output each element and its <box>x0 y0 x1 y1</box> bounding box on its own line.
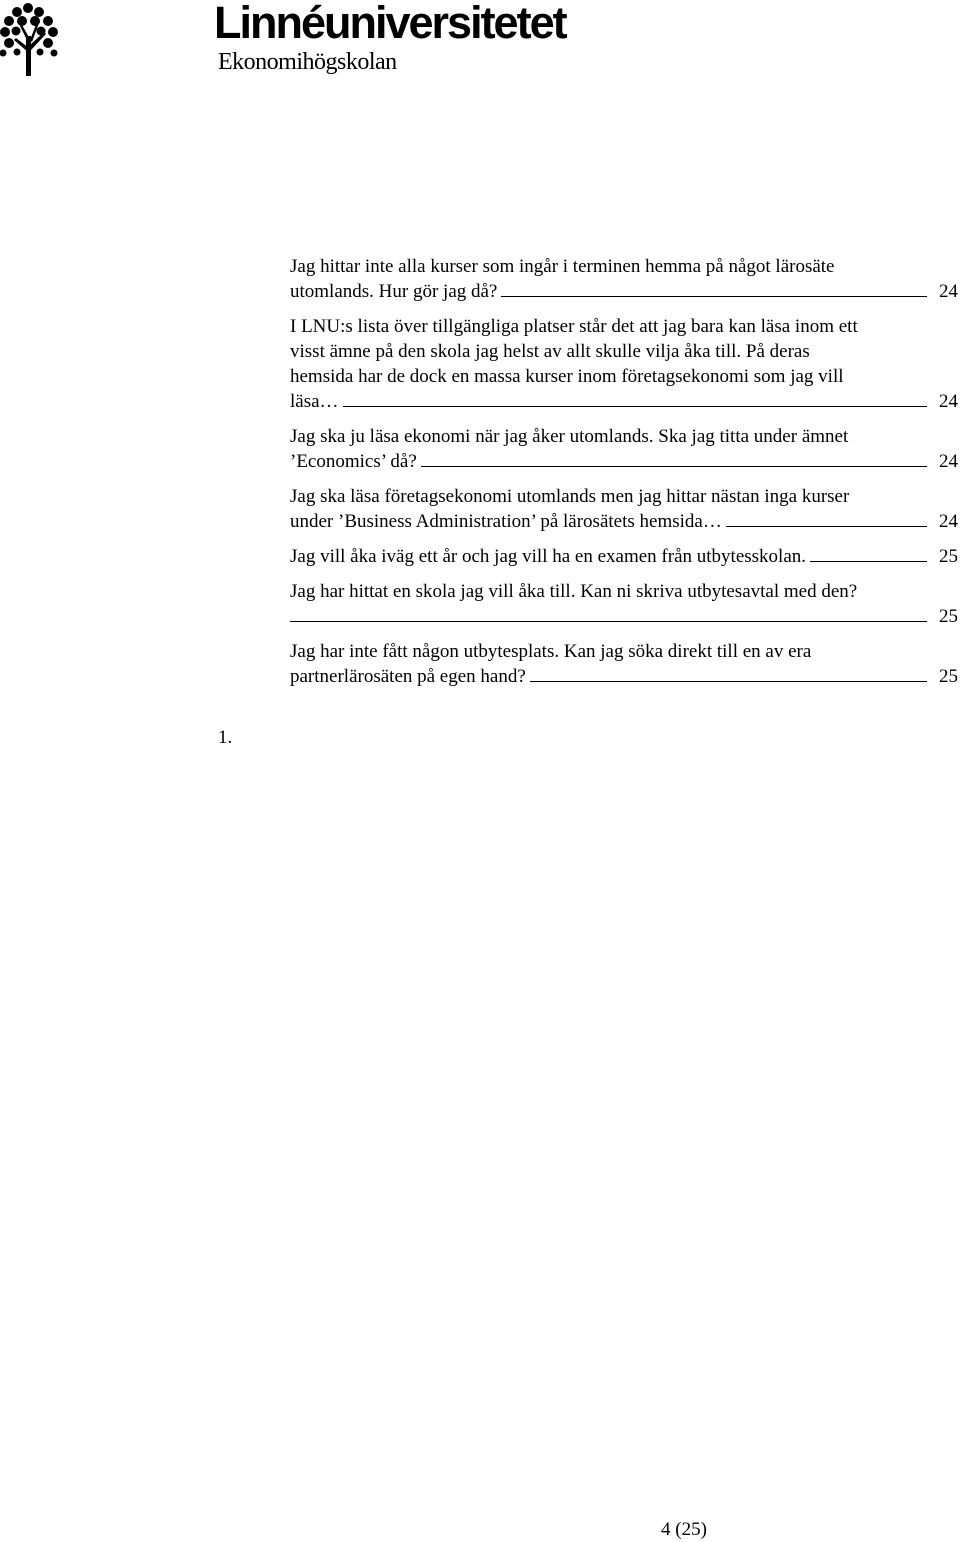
toc-entry-text: Jag har hittat en skola jag vill åka till. Kan ni skriva utbytesavtal med den? <box>290 581 858 602</box>
toc-entry[interactable] <box>290 484 958 534</box>
dot-leader <box>726 509 927 527</box>
toc-entry-text: Jag har inte fått någon utbytesplats. Kan jag söka direkt till en av era <box>290 641 812 662</box>
toc-entry[interactable] <box>290 254 958 304</box>
dot-leader <box>530 664 927 682</box>
toc-entry-text: Jag ska läsa företagsekonomi utomlands men jag hittar nästan inga kurser <box>290 486 850 507</box>
toc-entry[interactable] <box>290 424 958 474</box>
section-number: 1. <box>218 727 233 748</box>
dot-leader <box>290 604 927 622</box>
toc-entry-text: Jag ska ju läsa ekonomi när jag åker utomlands. Ska jag titta under ämnet <box>290 426 849 447</box>
toc-entry[interactable] <box>290 579 958 629</box>
toc-entry-text: partnerlärosäten på egen hand? <box>290 666 526 687</box>
school-name: Ekonomihögskolan <box>218 49 397 75</box>
dot-leader <box>501 279 927 297</box>
toc-entry[interactable] <box>290 544 958 569</box>
tree-logo-icon <box>0 2 58 76</box>
toc-entry-text: utomlands. Hur gör jag då? <box>290 281 498 302</box>
toc-entry-text: I LNU:s lista över tillgängliga platser står det att jag bara kan läsa inom ett <box>290 316 858 337</box>
university-logo <box>0 0 620 80</box>
toc-entry-text: visst ämne på den skola jag helst av allt skulle vilja åka till. På deras <box>290 341 810 362</box>
toc-entry-text: Jag hittar inte alla kurser som ingår i terminen hemma på något lärosäte <box>290 256 835 277</box>
toc-page-number: 24 <box>939 451 958 472</box>
table-of-contents <box>290 254 958 699</box>
toc-entry[interactable] <box>290 639 958 689</box>
toc-page-number: 25 <box>939 606 958 627</box>
toc-entry-text: läsa… <box>290 391 339 412</box>
dot-leader <box>421 449 927 467</box>
toc-page-number: 24 <box>939 391 958 412</box>
toc-page-number: 25 <box>939 666 958 687</box>
dot-leader <box>343 389 927 407</box>
toc-entry-text: Jag vill åka iväg ett år och jag vill ha en examen från utbytesskolan. <box>290 546 806 567</box>
toc-entry-text: under ’Business Administration’ på lärosätets hemsida… <box>290 511 722 532</box>
page-number: 4 (25) <box>661 1519 707 1540</box>
dot-leader <box>810 544 927 562</box>
toc-page-number: 24 <box>939 281 958 302</box>
toc-entry-text: ’Economics’ då? <box>290 451 417 472</box>
university-name: Linnéuniversitetet <box>214 0 566 48</box>
toc-entry[interactable] <box>290 314 958 414</box>
toc-page-number: 24 <box>939 511 958 532</box>
toc-entry-text: hemsida har de dock en massa kurser inom företagsekonomi som jag vill <box>290 366 844 387</box>
toc-page-number: 25 <box>939 546 958 567</box>
